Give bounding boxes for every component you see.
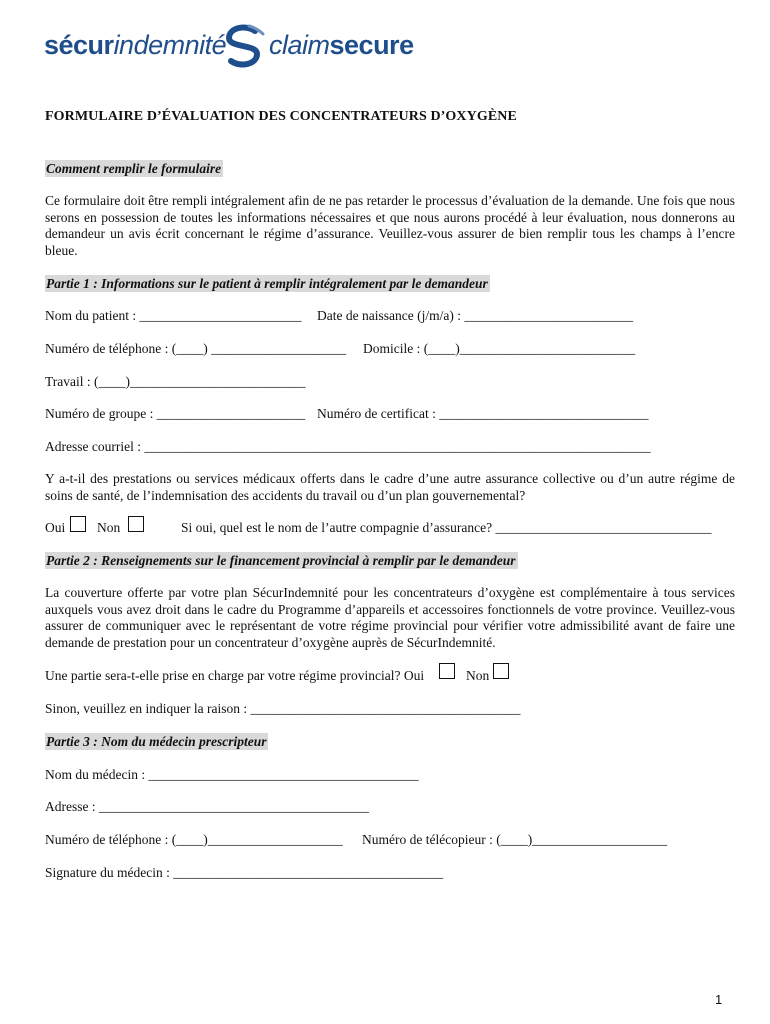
yes-label: Oui (45, 520, 66, 535)
provincial-yes-checkbox[interactable] (439, 663, 455, 679)
group-number-field[interactable]: Numéro de groupe : ______________________ (45, 406, 306, 421)
company-logo (44, 22, 424, 72)
phone-field[interactable]: Numéro de téléphone : (____) ____________________ (45, 341, 347, 356)
provincial-coverage-question: Une partie sera-t-elle prise en charge par votre régime provincial? Oui (45, 668, 425, 683)
part2-text: La couverture offerte par votre plan SécurIndemnité pour les concentrateurs d’oxygène est complémentaire à tous services auxquels vous avez droit dans le cadre du Programme d’appareils et accessoires fonctionnels de votre province. Veuillez-vous assurer de communiquer avec le représentant de votre régime provincial pour vérifier votre admissibilité avant de faire une demande de prestation pour un concentrateur d’oxygène auprès de SécurIndemnité. (45, 585, 735, 651)
email-field[interactable]: Adresse courriel : ___________________________________________________________________________ (45, 439, 651, 454)
other-company-field[interactable]: Si oui, quel est le nom de l’autre compagnie d’assurance? ________________________________ (181, 520, 712, 535)
page-title: FORMULAIRE D’ÉVALUATION DES CONCENTRATEURS D’OXYGÈNE (45, 109, 517, 124)
part2-heading: Partie 2 : Renseignements sur le financement provincial à remplir par le demandeur (46, 553, 516, 568)
birth-date-field[interactable]: Date de naissance (j/m/a) : _________________________ (317, 308, 634, 323)
instructions-text: Ce formulaire doit être rempli intégralement afin de ne pas retarder le processus d’évaluation de la demande. Une fois que nous serons en possession de toutes les informations nécessaires et que nous aurons procédé à leur évaluation, nous donnerons au demandeur un avis écrit concernant le régime d’assurance. Veuillez-vous assurer de bien remplir tous les champs à l’encre bleue. (45, 193, 735, 259)
doctor-address-field[interactable]: Adresse : ________________________________________ (45, 799, 369, 814)
page-number: 1 (715, 992, 723, 1007)
certificate-number-field[interactable]: Numéro de certificat : _______________________________ (317, 406, 649, 421)
doctor-phone-field[interactable]: Numéro de téléphone : (____)____________________ (45, 832, 343, 847)
part1-heading: Partie 1 : Informations sur le patient à remplir intégralement par le demandeur (46, 276, 488, 291)
reason-field[interactable]: Sinon, veuillez en indiquer la raison : ________________________________________ (45, 701, 521, 716)
yes-checkbox[interactable] (70, 516, 86, 532)
logo-claimsecure: claimsecure (269, 30, 414, 60)
doctor-signature-field[interactable]: Signature du médecin : ________________________________________ (45, 865, 444, 880)
instructions-heading: Comment remplir le formulaire (46, 161, 222, 176)
part3-heading: Partie 3 : Nom du médecin prescripteur (46, 734, 267, 749)
provincial-no-checkbox[interactable] (493, 663, 509, 679)
no-checkbox[interactable] (128, 516, 144, 532)
doctor-fax-field[interactable]: Numéro de télécopieur : (____)____________________ (362, 832, 668, 847)
no-label: Non (97, 520, 121, 535)
logo-securindemnite: sécurindemnité (44, 30, 227, 60)
logo-s-icon (219, 22, 267, 70)
patient-name-field[interactable]: Nom du patient : ________________________ (45, 308, 302, 323)
other-insurance-question: Y a-t-il des prestations ou services médicaux offerts dans le cadre d’une autre assurance collective ou d’un autre régime de soins de santé, de l’indemnisation des accidents du travail ou d’un plan gouvernemental? (45, 471, 735, 503)
work-phone-field[interactable]: Travail : (____)__________________________ (45, 374, 306, 389)
home-phone-field[interactable]: Domicile : (____)__________________________ (363, 341, 636, 356)
doctor-name-field[interactable]: Nom du médecin : ________________________________________ (45, 767, 419, 782)
provincial-no-label: Non (466, 668, 490, 683)
